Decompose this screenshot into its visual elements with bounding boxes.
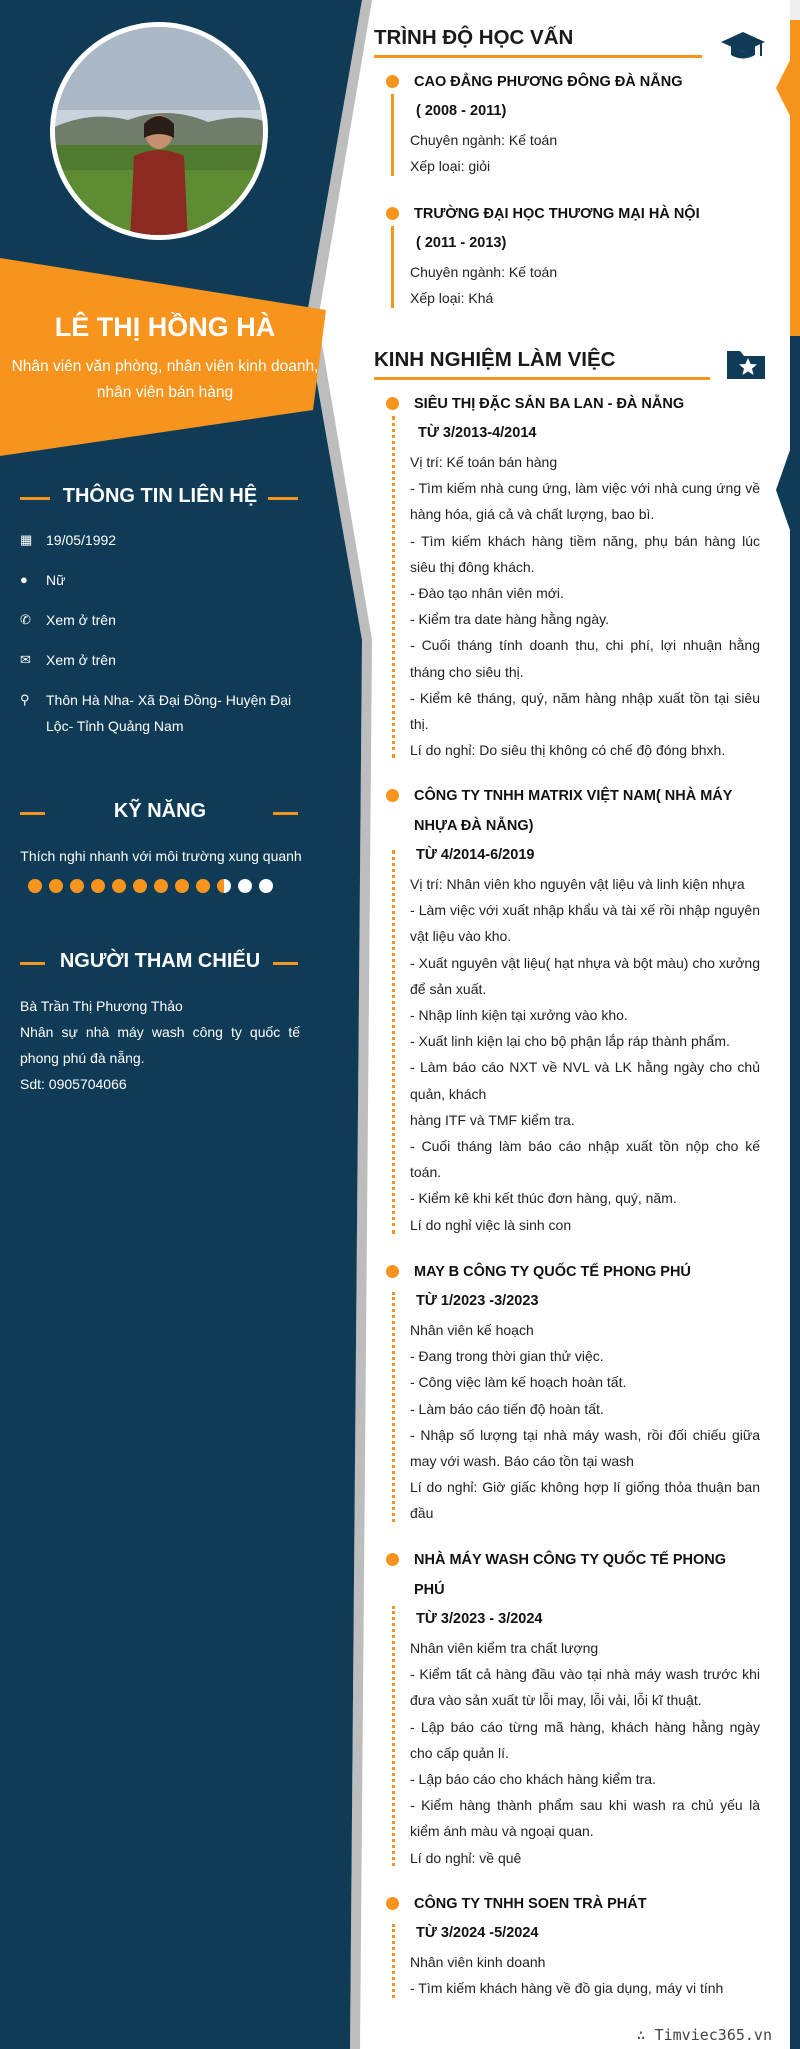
job-line: - Kiểm hàng thành phẩm sau khi wash ra chủ yếu là kiểm ánh màu và ngoại quan.	[410, 1797, 760, 1840]
education-period: ( 2011 - 2013)	[416, 235, 507, 251]
references-heading: NGƯỜI THAM CHIẾU	[59, 950, 261, 972]
reference-name: Bà Trần Thị Phương Thảo	[20, 998, 183, 1014]
education-heading: TRÌNH ĐỘ HỌC VẤN	[374, 26, 574, 49]
job-period: TỪ 3/2013-4/2014	[418, 425, 537, 441]
job-line: - Lập báo cáo cho khách hàng kiểm tra.	[410, 1771, 656, 1788]
job-line: - Tìm kiếm khách hàng về đồ gia dụng, máy vi tính	[410, 1980, 724, 1997]
job-line: - Làm báo cáo NXT về NVL và LK hằng ngày cho chủ quản, khách	[410, 1059, 760, 1102]
job-period: TỪ 3/2024 -5/2024	[416, 1925, 539, 1941]
job-line: - Xuất linh kiện lại cho bộ phận lắp ráp thành phẩm.	[410, 1033, 730, 1050]
job-bullet	[386, 1265, 399, 1278]
job-line: - Công việc làm kế hoạch hoàn tất.	[410, 1374, 627, 1391]
education-grade: Xếp loại: Khá	[410, 290, 494, 307]
job-company: CÔNG TY TNHH MATRIX VIỆT NAM( NHÀ MÁY NHỰA ĐÀ NẴNG)	[414, 788, 733, 834]
contact-address	[20, 687, 300, 739]
job-description	[410, 1317, 760, 1527]
job-timeline	[392, 1924, 395, 1998]
job-bullet	[386, 1897, 399, 1910]
job-description	[410, 449, 760, 763]
education-major: Chuyên ngành: Kế toán	[410, 264, 558, 280]
contact-heading-line-left	[20, 497, 50, 500]
job-line: - Kiểm tra date hàng hằng ngày.	[410, 611, 609, 628]
job-line: Lí do nghỉ: về quê	[410, 1849, 522, 1866]
job-period: TỪ 3/2023 - 3/2024	[416, 1611, 543, 1627]
skill-rating	[28, 879, 280, 895]
job-period: TỪ 1/2023 -3/2023	[416, 1293, 539, 1309]
education-grade: Xếp loại: giỏi	[410, 158, 491, 175]
job-line: Vị trí: Nhân viên kho nguyên vật liệu và linh kiện nhựa	[410, 876, 745, 892]
job-timeline	[392, 1606, 395, 1866]
job-description	[410, 1635, 760, 1871]
contact-birthdate	[20, 527, 300, 553]
user-icon: ●	[20, 572, 28, 587]
skill-rating-dot	[154, 879, 168, 893]
job-bullet	[386, 1553, 399, 1566]
education-major: Chuyên ngành: Kế toán	[410, 132, 558, 148]
job-line: - Xuất nguyên vật liệu( hạt nhựa và bột màu) cho xưởng để sản xuất.	[410, 954, 760, 997]
avatar	[48, 20, 270, 242]
calendar-icon: ▦	[20, 532, 33, 547]
reference-phone: Sdt: 0905704066	[20, 1076, 127, 1092]
job-line: Lí do nghỉ: Do siêu thị không có chế độ đóng bhxh.	[410, 742, 726, 759]
contact-phone-text: Xem ở trên	[46, 612, 116, 628]
email-icon: ✉	[20, 652, 31, 667]
location-icon: ⚲	[20, 692, 30, 707]
experience-heading-underline	[374, 377, 710, 380]
education-school: CAO ĐẲNG PHƯƠNG ĐÔNG ĐÀ NẴNG	[414, 74, 683, 90]
skill-rating-dot	[238, 879, 252, 893]
graduation-cap-icon	[720, 30, 766, 64]
education-heading-underline	[374, 55, 702, 58]
job-line: Vị trí: Kế toán bán hàng	[410, 454, 558, 470]
job-line: Nhân viên kiểm tra chất lượng	[410, 1640, 599, 1656]
job-timeline	[392, 416, 395, 758]
job-line: - Đang trong thời gian thử việc.	[410, 1348, 604, 1365]
skill-rating-dot	[217, 879, 231, 893]
right-edge-orange	[790, 20, 800, 336]
job-period: TỪ 4/2014-6/2019	[416, 847, 535, 863]
candidate-name: LÊ THỊ HỒNG HÀ	[54, 312, 276, 342]
right-edge-notch-top	[776, 60, 790, 116]
contact-address-text: Thôn Hà Nha- Xã Đại Đồng- Huyện Đại Lộc- Tỉnh Quảng Nam	[46, 692, 292, 734]
candidate-subtitle: Nhân viên văn phòng, nhân viên kinh doanh, nhân viên bán hàng	[11, 358, 319, 401]
job-line: - Kiểm kê tháng, quý, năm hàng nhập xuất tồn tại siêu thị.	[410, 689, 760, 733]
skill-rating-dot	[91, 879, 105, 893]
skill-rating-dot	[196, 879, 210, 893]
skill-rating-dot	[49, 879, 63, 893]
job-timeline	[392, 850, 395, 1234]
job-description	[410, 1949, 760, 2001]
job-line: - Làm việc với xuất nhập khẩu và tài xế rồi nhập nguyên vật liệu vào kho.	[410, 902, 760, 945]
job-line: Nhân viên kế hoạch	[410, 1322, 534, 1338]
skills-heading: KỸ NĂNG	[113, 800, 207, 822]
right-edge-navy	[790, 336, 800, 2049]
contact-birthdate-text: 19/05/1992	[46, 532, 117, 548]
education-details	[410, 259, 760, 311]
contact-heading: THÔNG TIN LIÊN HỆ	[62, 485, 258, 507]
reference-block	[20, 993, 300, 1097]
job-bullet	[386, 397, 399, 410]
education-timeline	[391, 226, 394, 308]
skill-rating-dot	[133, 879, 147, 893]
contact-heading-line-right	[268, 497, 298, 500]
education-timeline	[391, 94, 394, 176]
job-line: - Tìm kiếm nhà cung ứng, làm việc với nhà cung ứng về hàng hóa, giá cả và chất lượng, bao bì.	[410, 480, 760, 523]
education-period: ( 2008 - 2011)	[416, 103, 507, 119]
contact-gender-text: Nữ	[46, 572, 66, 588]
education-details	[410, 127, 760, 179]
job-company: CÔNG TY TNHH SOEN TRÀ PHÁT	[414, 1896, 647, 1912]
skill-rating-dot	[28, 879, 42, 893]
skills-heading-line-right	[273, 812, 298, 815]
watermark: ∴ Timviec365.vn	[636, 2026, 772, 2044]
job-line: - Làm báo cáo tiến độ hoàn tất.	[410, 1400, 604, 1417]
experience-heading: KINH NGHIỆM LÀM VIỆC	[374, 348, 616, 371]
skill-rating-dot	[70, 879, 84, 893]
job-line: - Cuối tháng tính doanh thu, chi phí, lợi nhuận hằng tháng cho siêu thị.	[410, 637, 760, 680]
reference-position: Nhân sự nhà máy wash công ty quốc tế phong phú đà nẵng.	[20, 1024, 300, 1066]
skill-rating-dot	[175, 879, 189, 893]
job-line: - Lập báo cáo từng mã hàng, khách hàng hằng ngày cho cấp quản lí.	[410, 1718, 760, 1761]
job-company: SIÊU THỊ ĐẶC SẢN BA LAN - ĐÀ NẴNG	[414, 396, 685, 412]
job-company: MAY B CÔNG TY QUỐC TẾ PHONG PHÚ	[414, 1264, 691, 1280]
job-line: - Kiểm tất cả hàng đầu vào tại nhà máy wash trước khi đưa vào sản xuất từ lỗi may, lỗi vải, lỗi kĩ thuật.	[410, 1666, 760, 1709]
folder-star-icon	[726, 346, 766, 380]
contact-email	[20, 647, 300, 673]
job-line: - Nhập linh kiện tại xưởng vào kho.	[410, 1007, 628, 1024]
job-line: - Nhập số lượng tại nhà máy wash, rồi đối chiếu giữa may với wash. Báo cáo tồn tại wash	[410, 1426, 760, 1470]
job-line: - Cuối tháng làm báo cáo nhập xuất tồn nộp cho kế toán.	[410, 1138, 760, 1181]
phone-icon: ✆	[20, 612, 31, 627]
job-line: - Đào tạo nhân viên mới.	[410, 585, 564, 602]
job-line: - Tìm kiếm khách hàng tiềm năng, phụ bán hàng lúc siêu thị đông khách.	[410, 532, 760, 575]
education-school: TRƯỜNG ĐẠI HỌC THƯƠNG MẠI HÀ NỘI	[414, 206, 700, 222]
job-bullet	[386, 789, 399, 802]
job-description	[410, 871, 760, 1238]
contact-phone	[20, 607, 300, 633]
job-company: NHÀ MÁY WASH CÔNG TY QUỐC TẾ PHONG PHÚ	[414, 1552, 727, 1598]
references-heading-line-left	[20, 962, 45, 965]
job-timeline	[392, 1292, 395, 1522]
contact-email-text: Xem ở trên	[46, 652, 116, 668]
contact-gender	[20, 567, 300, 593]
skill-rating-dot	[259, 879, 273, 893]
education-bullet	[386, 207, 399, 220]
job-line: Lí do nghỉ việc là sinh con	[410, 1216, 572, 1233]
job-line: hàng ITF và TMF kiểm tra.	[410, 1111, 575, 1128]
right-edge-notch-mid	[776, 450, 790, 530]
education-bullet	[386, 75, 399, 88]
job-line: Nhân viên kinh doanh	[410, 1954, 546, 1970]
references-heading-line-right	[273, 962, 298, 965]
skill-rating-dot	[112, 879, 126, 893]
skills-heading-line-left	[20, 812, 45, 815]
job-line: Lí do nghỉ: Giờ giấc không hợp lí giống thỏa thuận ban đầu	[410, 1479, 760, 1522]
job-line: - Kiểm kê khi kết thúc đơn hàng, quý, năm.	[410, 1190, 677, 1207]
skill-label: Thích nghi nhanh với môi trường xung quanh	[20, 848, 302, 864]
